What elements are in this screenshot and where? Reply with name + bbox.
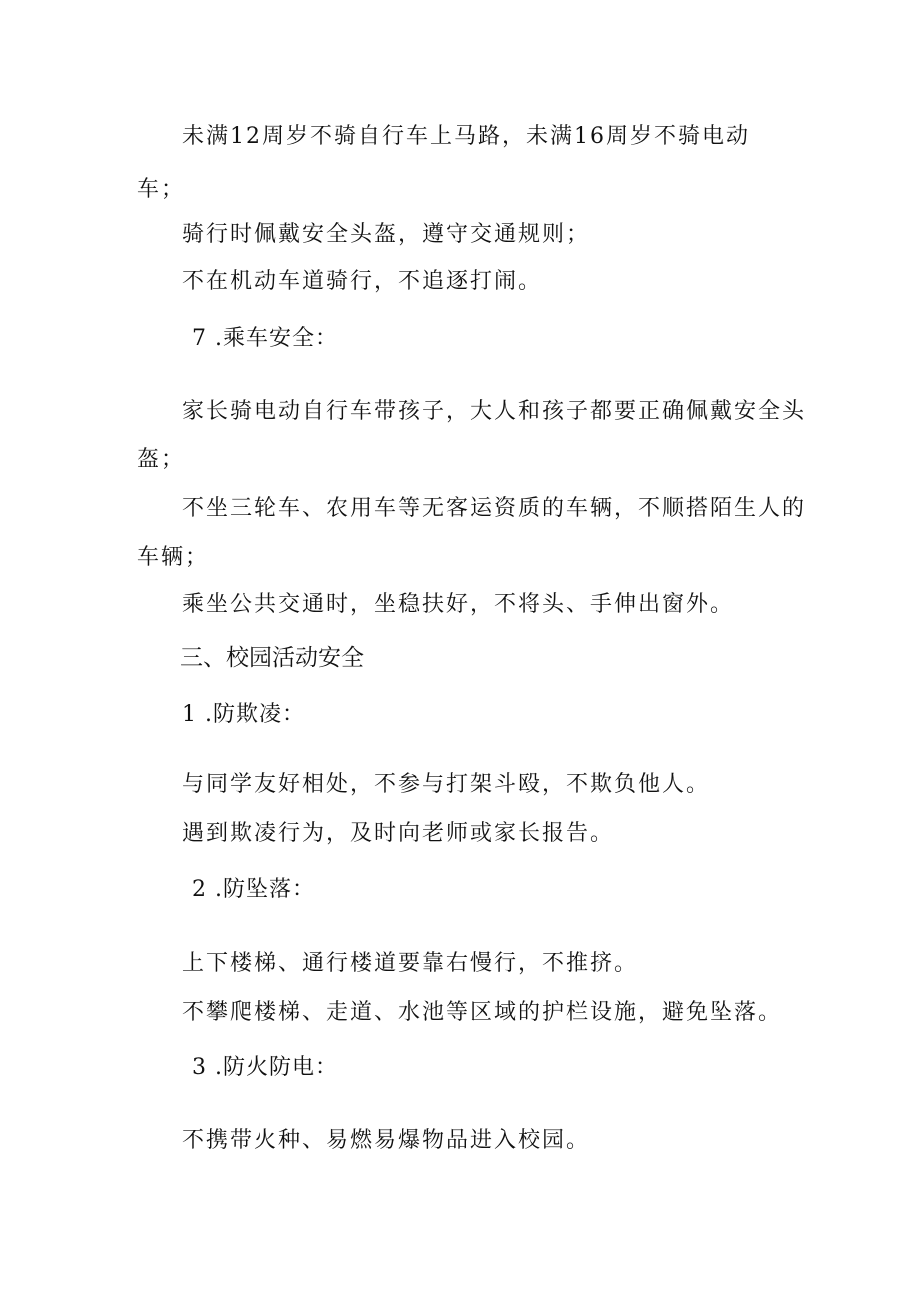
body-text-line: 不在机动车道骑行，不追逐打闹。 <box>182 269 543 294</box>
body-text-line: 骑行时佩戴安全头盔，遵守交通规则； <box>182 222 591 247</box>
body-text-line: 车辆； <box>137 545 210 570</box>
body-text-line: 遇到欺凌行为，及时向老师或家长报告。 <box>182 821 615 846</box>
subsection-heading: 3 .防火防电： <box>192 1055 338 1080</box>
body-text-line: 未满12周岁不骑自行车上马路，未满16周岁不骑电动 <box>182 124 750 149</box>
body-text-line: 乘坐公共交通时，坐稳扶好，不将头、手伸出窗外。 <box>182 592 735 617</box>
body-text-line: 盔； <box>137 447 186 472</box>
body-text-line: 不坐三轮车、农用车等无客运资质的车辆，不顺搭陌生人的 <box>182 496 807 521</box>
body-text-line: 车； <box>137 177 186 202</box>
body-text-line: 家长骑电动自行车带孩子，大人和孩子都要正确佩戴安全头 <box>182 399 807 424</box>
body-text-line: 与同学友好相处，不参与打架斗殴，不欺负他人。 <box>182 772 711 797</box>
subsection-heading: 1 .防欺凌： <box>182 702 305 727</box>
section-heading: 三、校园活动安全 <box>180 645 364 671</box>
subsection-heading: 2 .防坠落： <box>192 877 315 902</box>
subsection-heading: 7 .乘车安全： <box>192 326 338 351</box>
body-text-line: 不攀爬楼梯、走道、水池等区域的护栏设施，避免坠落。 <box>182 1000 783 1025</box>
body-text-line: 不携带火种、易燃易爆物品进入校园。 <box>182 1128 591 1153</box>
body-text-line: 上下楼梯、通行楼道要靠右慢行，不推挤。 <box>182 951 639 976</box>
